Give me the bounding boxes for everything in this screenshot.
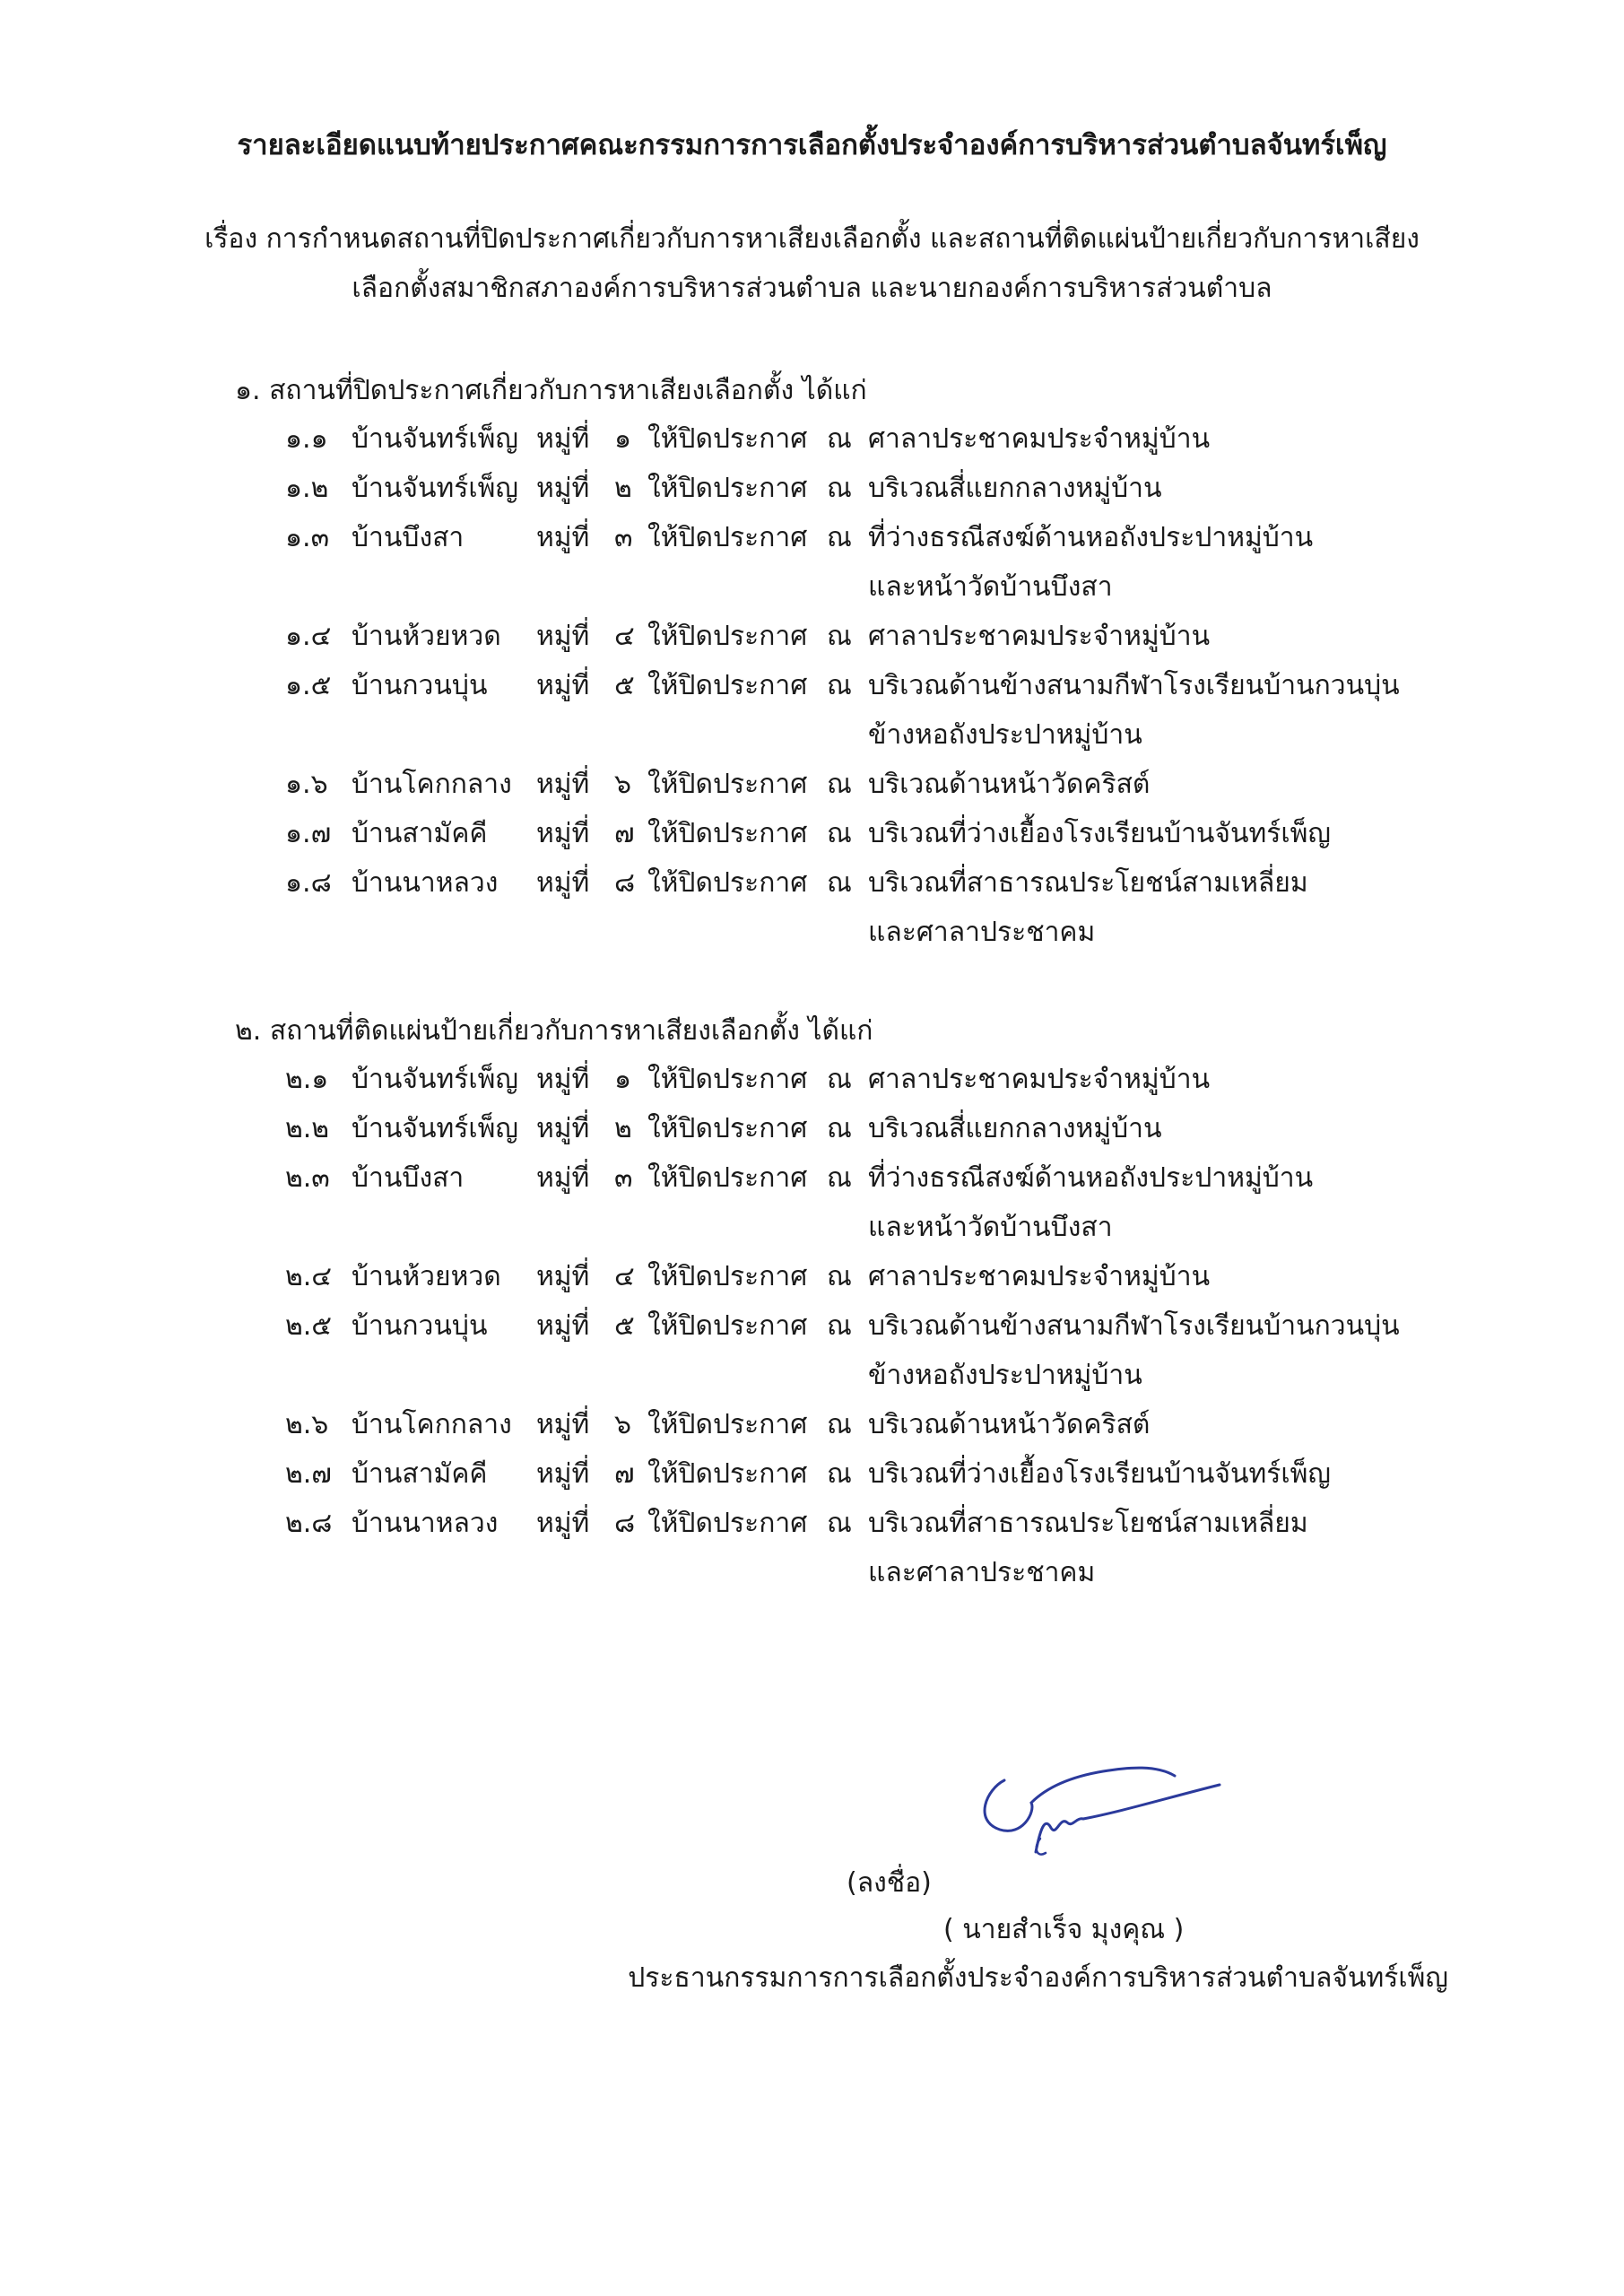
village-name: บ้านกวนบุ่น xyxy=(352,670,488,701)
village-name: บ้านนาหลวง xyxy=(352,1508,499,1539)
item-code: ๒.๖ xyxy=(285,1409,329,1440)
moo-number: ๑ xyxy=(614,1064,632,1095)
list-item-continuation xyxy=(0,1354,1624,1403)
item-code: ๒.๗ xyxy=(285,1458,332,1490)
signer-position: ประธานกรรมการการเลือกตั้งประจำองค์การบริหารส่วนตำบลจันทร์เพ็ญ xyxy=(628,1962,1448,1994)
village-name: บ้านห้วยหวด xyxy=(352,621,501,652)
action-text: ให้ปิดประกาศ xyxy=(647,522,808,553)
moo-label: หมู่ที่ xyxy=(536,1261,590,1292)
item-code: ๑.๖ xyxy=(285,769,328,800)
at-word: ณ xyxy=(827,423,852,455)
action-text: ให้ปิดประกาศ xyxy=(647,1113,808,1144)
action-text: ให้ปิดประกาศ xyxy=(647,621,808,652)
village-name: บ้านบึงสา xyxy=(352,1162,465,1194)
list-item xyxy=(0,1058,1624,1107)
moo-number: ๔ xyxy=(614,621,635,652)
location-continuation: และศาลาประชาคม xyxy=(868,917,1096,948)
location-continuation: ข้างหอถังประปาหมู่บ้าน xyxy=(868,719,1142,751)
village-name: บ้านโคกกลาง xyxy=(352,769,512,800)
moo-label: หมู่ที่ xyxy=(536,621,590,652)
location-text: ที่ว่างธรณีสงฆ์ด้านหอถังประปาหมู่บ้าน xyxy=(868,522,1314,553)
moo-label: หมู่ที่ xyxy=(536,522,590,553)
moo-number: ๕ xyxy=(614,1310,635,1342)
at-word: ณ xyxy=(827,522,852,553)
moo-number: ๒ xyxy=(614,1113,632,1144)
location-text: บริเวณสี่แยกกลางหมู่บ้าน xyxy=(868,473,1162,504)
list-item xyxy=(0,862,1624,910)
moo-label: หมู่ที่ xyxy=(536,1458,590,1490)
at-word: ณ xyxy=(827,473,852,504)
moo-number: ๔ xyxy=(614,1261,635,1292)
action-text: ให้ปิดประกาศ xyxy=(647,473,808,504)
list-item xyxy=(0,665,1624,713)
list-item xyxy=(0,1256,1624,1304)
village-name: บ้านโคกกลาง xyxy=(352,1409,512,1440)
location-text: บริเวณที่ว่างเยื้องโรงเรียนบ้านจันทร์เพ็ญ xyxy=(868,818,1331,849)
moo-label: หมู่ที่ xyxy=(536,769,590,800)
at-word: ณ xyxy=(827,1310,852,1342)
section-2-heading: ๒. สถานที่ติดแผ่นป้ายเกี่ยวกับการหาเสียงเลือกตั้ง ได้แก่ xyxy=(235,1015,873,1047)
action-text: ให้ปิดประกาศ xyxy=(647,818,808,849)
list-item xyxy=(0,615,1624,664)
at-word: ณ xyxy=(827,1113,852,1144)
list-item xyxy=(0,1108,1624,1156)
action-text: ให้ปิดประกาศ xyxy=(647,769,808,800)
moo-number: ๕ xyxy=(614,670,635,701)
moo-label: หมู่ที่ xyxy=(536,1409,590,1440)
list-item xyxy=(0,1404,1624,1452)
location-text: บริเวณด้านข้างสนามกีฬาโรงเรียนบ้านกวนบุ่น xyxy=(868,670,1400,701)
moo-label: หมู่ที่ xyxy=(536,1508,590,1539)
list-item xyxy=(0,813,1624,861)
at-word: ณ xyxy=(827,769,852,800)
village-name: บ้านจันทร์เพ็ญ xyxy=(352,1064,518,1095)
handwritten-signature xyxy=(951,1749,1238,1866)
list-item xyxy=(0,1453,1624,1501)
list-item xyxy=(0,1502,1624,1551)
village-name: บ้านสามัคคี xyxy=(352,818,488,849)
moo-label: หมู่ที่ xyxy=(536,1310,590,1342)
location-text: บริเวณด้านข้างสนามกีฬาโรงเรียนบ้านกวนบุ่น xyxy=(868,1310,1400,1342)
signature-label: (ลงชื่อ) xyxy=(847,1867,932,1899)
village-name: บ้านจันทร์เพ็ญ xyxy=(352,473,518,504)
action-text: ให้ปิดประกาศ xyxy=(647,1261,808,1292)
at-word: ณ xyxy=(827,670,852,701)
moo-label: หมู่ที่ xyxy=(536,1064,590,1095)
item-code: ๒.๑ xyxy=(285,1064,329,1095)
location-text: ศาลาประชาคมประจำหมู่บ้าน xyxy=(868,423,1211,455)
moo-number: ๒ xyxy=(614,473,632,504)
location-text: ที่ว่างธรณีสงฆ์ด้านหอถังประปาหมู่บ้าน xyxy=(868,1162,1314,1194)
location-continuation: และหน้าวัดบ้านบึงสา xyxy=(868,571,1113,603)
moo-label: หมู่ที่ xyxy=(536,473,590,504)
subject-line-1: เรื่อง การกำหนดสถานที่ปิดประกาศเกี่ยวกับการหาเสียงเลือกตั้ง และสถานที่ติดแผ่นป้ายเกี่ยวกับการหาเสียง xyxy=(204,223,1420,255)
at-word: ณ xyxy=(827,1508,852,1539)
signer-name: ( นายสำเร็จ มุงคุณ ) xyxy=(943,1914,1185,1945)
item-code: ๑.๗ xyxy=(285,818,332,849)
moo-number: ๗ xyxy=(614,818,635,849)
item-code: ๑.๒ xyxy=(285,473,329,504)
village-name: บ้านห้วยหวด xyxy=(352,1261,501,1292)
item-code: ๒.๕ xyxy=(285,1310,333,1342)
page-title: รายละเอียดแนบท้ายประกาศคณะกรรมการการเลือกตั้งประจำองค์การบริหารส่วนตำบลจันทร์เพ็ญ xyxy=(237,129,1387,161)
list-item xyxy=(0,467,1624,516)
location-continuation: และศาลาประชาคม xyxy=(868,1557,1096,1588)
moo-number: ๓ xyxy=(614,1162,633,1194)
list-item-continuation xyxy=(0,1206,1624,1255)
list-item-continuation xyxy=(0,566,1624,614)
moo-number: ๖ xyxy=(614,769,632,800)
moo-number: ๓ xyxy=(614,522,633,553)
village-name: บ้านจันทร์เพ็ญ xyxy=(352,423,518,455)
item-code: ๒.๘ xyxy=(285,1508,333,1539)
list-item xyxy=(0,1157,1624,1205)
list-item xyxy=(0,517,1624,565)
at-word: ณ xyxy=(827,1409,852,1440)
action-text: ให้ปิดประกาศ xyxy=(647,867,808,899)
item-code: ๑.๑ xyxy=(285,423,328,455)
location-text: บริเวณด้านหน้าวัดคริสต์ xyxy=(868,769,1151,800)
location-continuation: และหน้าวัดบ้านบึงสา xyxy=(868,1212,1113,1243)
action-text: ให้ปิดประกาศ xyxy=(647,1508,808,1539)
item-code: ๒.๔ xyxy=(285,1261,333,1292)
location-text: บริเวณที่ว่างเยื้องโรงเรียนบ้านจันทร์เพ็ญ xyxy=(868,1458,1331,1490)
location-text: บริเวณที่สาธารณประโยชน์สามเหลี่ยม xyxy=(868,1508,1308,1539)
location-text: ศาลาประชาคมประจำหมู่บ้าน xyxy=(868,621,1211,652)
village-name: บ้านสามัคคี xyxy=(352,1458,488,1490)
moo-label: หมู่ที่ xyxy=(536,1162,590,1194)
village-name: บ้านกวนบุ่น xyxy=(352,1310,488,1342)
item-code: ๑.๔ xyxy=(285,621,332,652)
item-code: ๑.๕ xyxy=(285,670,332,701)
location-text: บริเวณด้านหน้าวัดคริสต์ xyxy=(868,1409,1151,1440)
village-name: บ้านนาหลวง xyxy=(352,867,499,899)
list-item-continuation xyxy=(0,911,1624,960)
moo-number: ๗ xyxy=(614,1458,635,1490)
list-item-continuation xyxy=(0,714,1624,762)
location-text: บริเวณสี่แยกกลางหมู่บ้าน xyxy=(868,1113,1162,1144)
action-text: ให้ปิดประกาศ xyxy=(647,1162,808,1194)
item-code: ๒.๓ xyxy=(285,1162,330,1194)
list-item xyxy=(0,1305,1624,1353)
moo-label: หมู่ที่ xyxy=(536,818,590,849)
at-word: ณ xyxy=(827,818,852,849)
at-word: ณ xyxy=(827,1064,852,1095)
at-word: ณ xyxy=(827,1458,852,1490)
moo-label: หมู่ที่ xyxy=(536,670,590,701)
moo-number: ๘ xyxy=(614,867,636,899)
moo-number: ๖ xyxy=(614,1409,632,1440)
item-code: ๑.๓ xyxy=(285,522,330,553)
section-1-heading: ๑. สถานที่ปิดประกาศเกี่ยวกับการหาเสียงเลือกตั้ง ได้แก่ xyxy=(235,375,867,406)
action-text: ให้ปิดประกาศ xyxy=(647,1310,808,1342)
at-word: ณ xyxy=(827,621,852,652)
moo-label: หมู่ที่ xyxy=(536,423,590,455)
moo-label: หมู่ที่ xyxy=(536,867,590,899)
moo-number: ๑ xyxy=(614,423,632,455)
action-text: ให้ปิดประกาศ xyxy=(647,1458,808,1490)
village-name: บ้านจันทร์เพ็ญ xyxy=(352,1113,518,1144)
village-name: บ้านบึงสา xyxy=(352,522,465,553)
location-continuation: ข้างหอถังประปาหมู่บ้าน xyxy=(868,1360,1142,1391)
at-word: ณ xyxy=(827,1261,852,1292)
moo-number: ๘ xyxy=(614,1508,636,1539)
moo-label: หมู่ที่ xyxy=(536,1113,590,1144)
at-word: ณ xyxy=(827,867,852,899)
action-text: ให้ปิดประกาศ xyxy=(647,670,808,701)
subject-line-2: เลือกตั้งสมาชิกสภาองค์การบริหารส่วนตำบล และนายกองค์การบริหารส่วนตำบล xyxy=(352,273,1272,304)
list-item xyxy=(0,418,1624,466)
list-item xyxy=(0,763,1624,812)
action-text: ให้ปิดประกาศ xyxy=(647,1064,808,1095)
action-text: ให้ปิดประกาศ xyxy=(647,423,808,455)
location-text: ศาลาประชาคมประจำหมู่บ้าน xyxy=(868,1064,1211,1095)
item-code: ๒.๒ xyxy=(285,1113,330,1144)
at-word: ณ xyxy=(827,1162,852,1194)
list-item-continuation xyxy=(0,1552,1624,1600)
location-text: ศาลาประชาคมประจำหมู่บ้าน xyxy=(868,1261,1211,1292)
item-code: ๑.๘ xyxy=(285,867,332,899)
action-text: ให้ปิดประกาศ xyxy=(647,1409,808,1440)
location-text: บริเวณที่สาธารณประโยชน์สามเหลี่ยม xyxy=(868,867,1308,899)
